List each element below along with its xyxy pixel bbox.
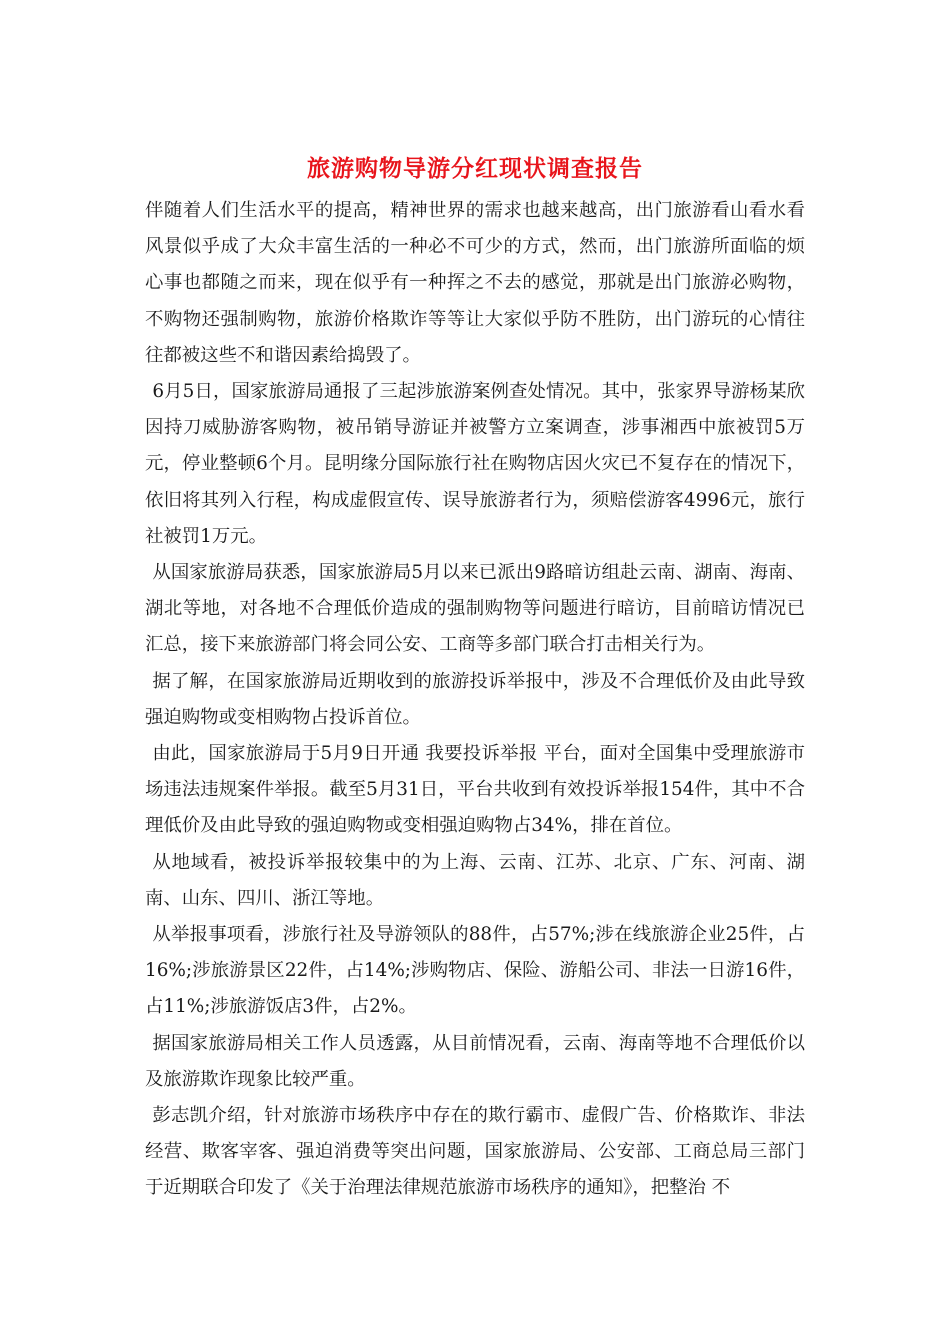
- paragraph-6: 从地域看，被投诉举报较集中的为上海、云南、江苏、北京、广东、河南、湖南、山东、四川、浙江等地。: [145, 851, 805, 909]
- paragraph-2: 6月5日，国家旅游局通报了三起涉旅游案例查处情况。其中，张家界导游杨某欣因持刀威胁游客购物，被吊销导游证并被警方立案调查，涉事湘西中旅被罚5万元，停业整顿6个月。昆明缘分国际旅行社在购物店因火灾已不复存在的情况下，依旧将其列入行程，构成虚假宣传、误导旅游者行为，须赔偿游客4996元，旅行社被罚1万元。: [145, 381, 805, 547]
- paragraph-1: 伴随着人们生活水平的提高，精神世界的需求也越来越高，出门旅游看山看水看风景似乎成了大众丰富生活的一种必不可少的方式，然而，出门旅游所面临的烦心事也都随之而来，现在似乎有一种挥之不去的感觉，那就是出门旅游必购物，不购物还强制购物，旅游价格欺诈等等让大家似乎防不胜防，出门游玩的心情往往都被这些不和谐因素给捣毁了。: [145, 200, 805, 366]
- paragraph-3: 从国家旅游局获悉，国家旅游局5月以来已派出9路暗访组赴云南、湖南、海南、湖北等地，对各地不合理低价造成的强制购物等问题进行暗访，目前暗访情况已汇总，接下来旅游部门将会同公安、工商等多部门联合打击相关行为。: [145, 562, 805, 656]
- paragraph-4: 据了解，在国家旅游局近期收到的旅游投诉举报中，涉及不合理低价及由此导致强迫购物或变相购物占投诉首位。: [145, 670, 805, 728]
- paragraph-7: 从举报事项看，涉旅行社及导游领队的88件，占57%;涉在线旅游企业25件，占16%;涉旅游景区22件，占14%;涉购物店、保险、游船公司、非法一日游16件，占11%;涉旅游饭店3件，占2%。: [145, 924, 805, 1018]
- document-title: 旅游购物导游分红现状调查报告: [307, 155, 643, 182]
- paragraph-5: 由此，国家旅游局于5月9日开通 我要投诉举报 平台，面对全国集中受理旅游市场违法违规案件举报。截至5月31日，平台共收到有效投诉举报154件，其中不合理低价及由此导致的强迫购物或变相强迫购物占34%，排在首位。: [145, 743, 805, 837]
- document-body: [145, 193, 805, 1207]
- paragraph-9: 彭志凯介绍，针对旅游市场秩序中存在的欺行霸市、虚假广告、价格欺诈、非法经营、欺客宰客、强迫消费等突出问题，国家旅游局、公安部、工商总局三部门于近期联合印发了《关于治理法律规范旅游市场秩序的通知》，把整治 不: [145, 1105, 805, 1199]
- paragraph-8: 据国家旅游局相关工作人员透露，从目前情况看，云南、海南等地不合理低价以及旅游欺诈现象比较严重。: [145, 1032, 805, 1090]
